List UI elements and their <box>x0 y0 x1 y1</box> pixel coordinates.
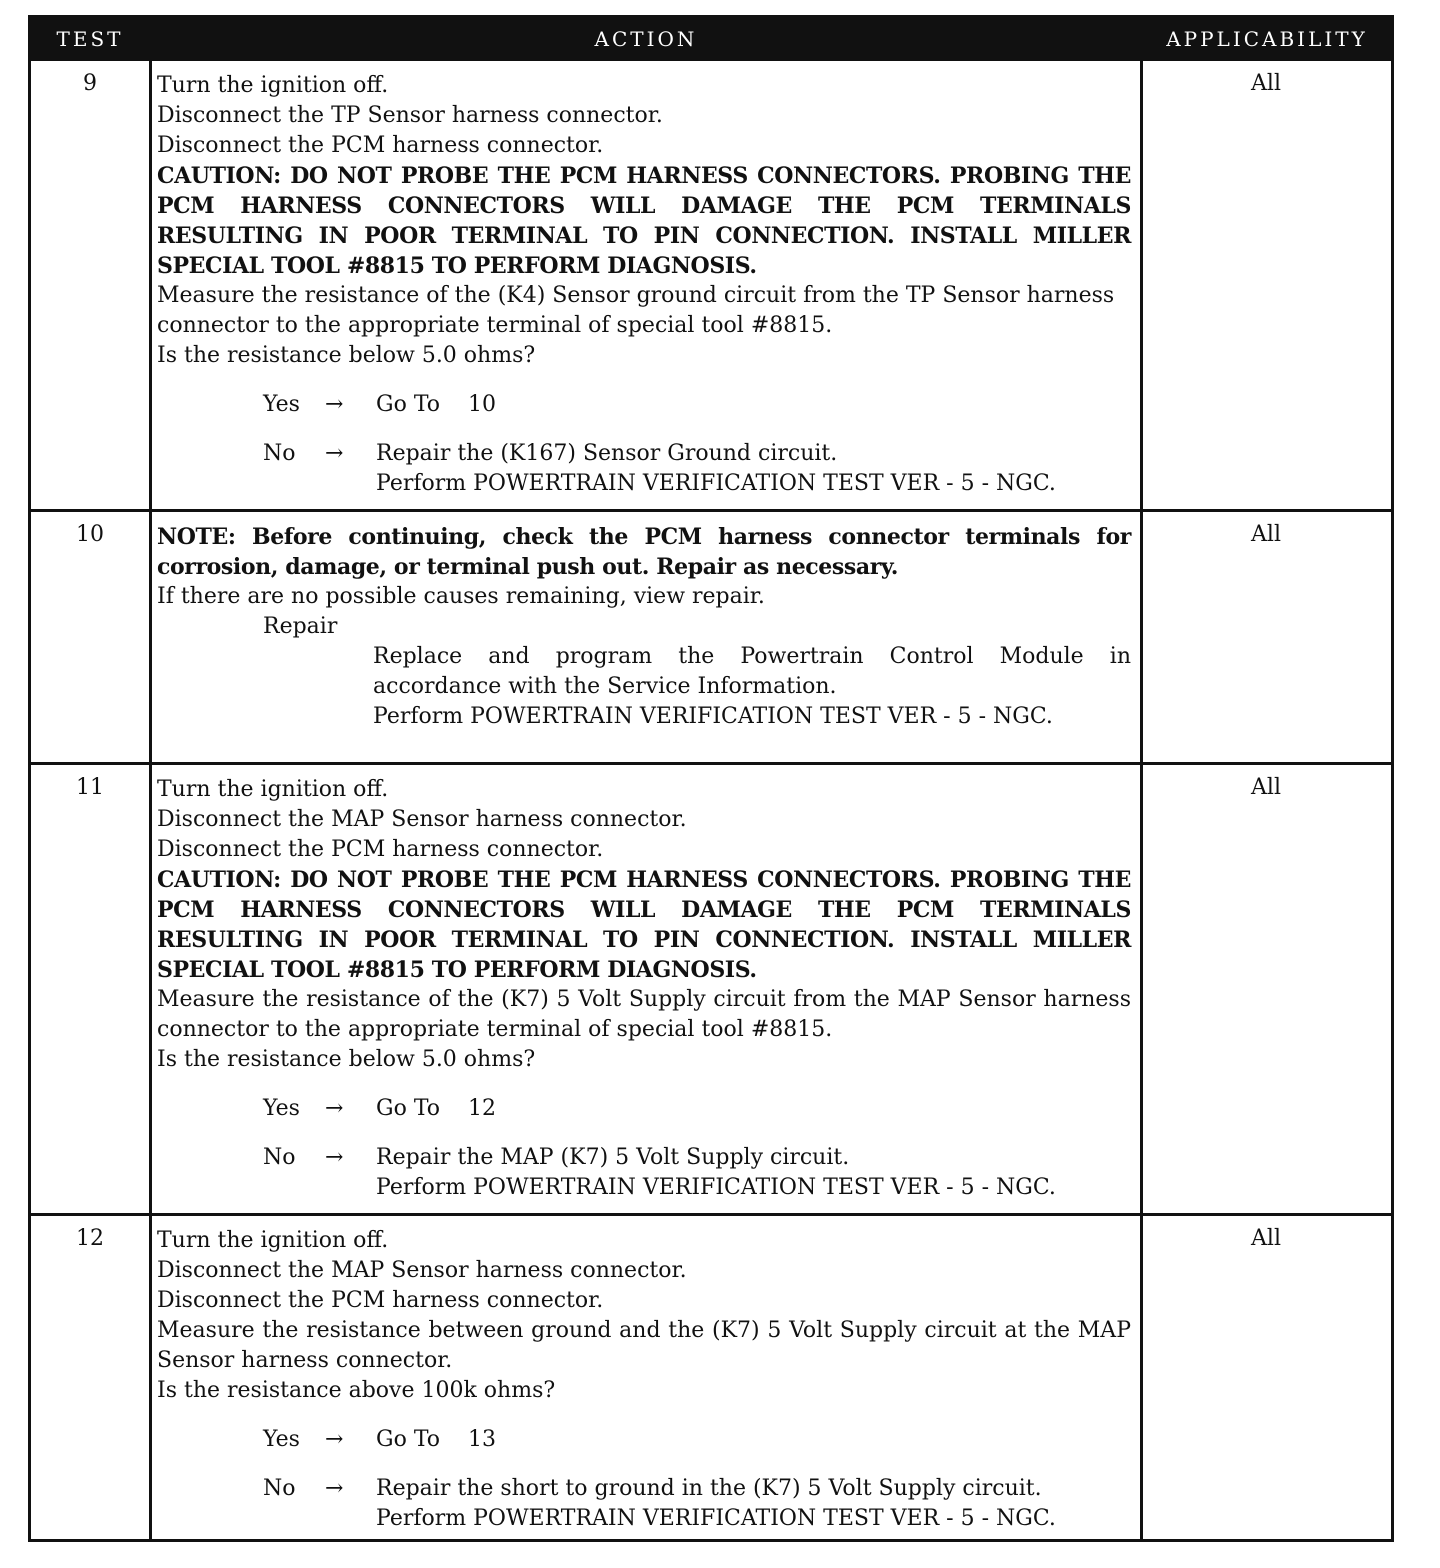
yes-text: Go To 12 <box>376 1096 496 1121</box>
repair-label: Repair <box>263 614 338 639</box>
column-divider <box>149 61 152 509</box>
applicability-value: All <box>1251 775 1281 800</box>
yes-text: Go To 10 <box>376 392 496 417</box>
note-text: NOTE: Before continuing, check the PCM harness connector terminals for corrosion, damage, or terminal push out. Repair as necessary. <box>157 524 1131 580</box>
caution-text: CAUTION: DO NOT PROBE THE PCM HARNESS CONNECTORS. PROBING THE PCM HARNESS CONNECTORS WILL DAMAGE THE PCM TERMINALS RESULTING IN POOR TERMINAL TO PIN CONNECTION. INSTALL MILLER SPECIAL TOOL #8815 TO PERFORM DIAGNOSIS. <box>157 163 1131 279</box>
no-label: No <box>263 441 296 466</box>
column-divider <box>1140 1216 1143 1539</box>
instruction-line: Disconnect the MAP Sensor harness connector. <box>157 1258 687 1283</box>
no-response <box>157 439 1131 469</box>
applicability-value: All <box>1251 71 1281 96</box>
yes-text: Go To 13 <box>376 1427 496 1452</box>
question: Is the resistance below 5.0 ohms? <box>157 343 536 368</box>
applicability-value: All <box>1251 522 1281 547</box>
no-text: Repair the (K167) Sensor Ground circuit. <box>376 441 838 466</box>
instruction-line: Turn the ignition off. <box>157 1228 389 1253</box>
repair-text: Replace and program the Powertrain Control Module in accordance with the Service Information. <box>373 644 1131 699</box>
measure-instruction: Measure the resistance of the (K4) Sensor ground circuit from the TP Sensor harness connector to the appropriate terminal of special tool #8815. <box>157 283 1115 338</box>
no-text-continued: Perform POWERTRAIN VERIFICATION TEST VER - 5 - NGC. <box>376 1175 1056 1200</box>
no-response <box>157 1143 1131 1173</box>
action-cell <box>157 71 1131 499</box>
action-cell <box>157 522 1131 732</box>
column-divider <box>149 512 152 762</box>
column-divider <box>1140 765 1143 1213</box>
caution-text: CAUTION: DO NOT PROBE THE PCM HARNESS CONNECTORS. PROBING THE PCM HARNESS CONNECTORS WILL DAMAGE THE PCM TERMINALS RESULTING IN POOR TERMINAL TO PIN CONNECTION. INSTALL MILLER SPECIAL TOOL #8815 TO PERFORM DIAGNOSIS. <box>157 867 1131 983</box>
instruction-line: Disconnect the MAP Sensor harness connector. <box>157 807 687 832</box>
instruction-line: If there are no possible causes remaining, view repair. <box>157 584 765 609</box>
no-text: Repair the MAP (K7) 5 Volt Supply circuit. <box>376 1145 850 1170</box>
no-label: No <box>263 1145 296 1170</box>
instruction-line: Disconnect the PCM harness connector. <box>157 133 604 158</box>
no-text-continued: Perform POWERTRAIN VERIFICATION TEST VER - 5 - NGC. <box>376 471 1056 496</box>
applicability-value: All <box>1251 1226 1281 1251</box>
test-number: 12 <box>76 1226 104 1251</box>
arrow-icon: → <box>325 1096 344 1121</box>
column-divider <box>149 1216 152 1539</box>
no-label: No <box>263 1476 296 1501</box>
arrow-icon: → <box>325 441 344 466</box>
question: Is the resistance above 100k ohms? <box>157 1378 556 1403</box>
table-row <box>31 1213 1391 1539</box>
yes-response <box>157 1094 1131 1124</box>
table-row <box>31 58 1391 509</box>
instruction-line: Turn the ignition off. <box>157 777 389 802</box>
instruction-line: Turn the ignition off. <box>157 73 389 98</box>
measure-instruction: Measure the resistance of the (K7) 5 Volt Supply circuit from the MAP Sensor harness connector to the appropriate terminal of special tool #8815. <box>157 987 1131 1042</box>
arrow-icon: → <box>325 392 344 417</box>
diagnostic-table <box>28 15 1394 1542</box>
yes-label: Yes <box>263 1427 300 1452</box>
table-header <box>31 18 1391 58</box>
no-response <box>157 1474 1131 1504</box>
instruction-line: Disconnect the TP Sensor harness connector. <box>157 103 663 128</box>
question: Is the resistance below 5.0 ohms? <box>157 1047 536 1072</box>
header-applicability: APPLICABILITY <box>1166 27 1368 51</box>
instruction-line: Disconnect the PCM harness connector. <box>157 837 604 862</box>
yes-label: Yes <box>263 392 300 417</box>
table-row <box>31 762 1391 1213</box>
measure-instruction: Measure the resistance between ground and the (K7) 5 Volt Supply circuit at the MAP Sensor harness connector. <box>157 1318 1131 1373</box>
test-number: 10 <box>76 522 104 547</box>
instruction-line: Disconnect the PCM harness connector. <box>157 1288 604 1313</box>
yes-response <box>157 390 1131 420</box>
header-action: ACTION <box>594 27 698 51</box>
arrow-icon: → <box>325 1145 344 1170</box>
yes-label: Yes <box>263 1096 300 1121</box>
no-text-continued: Perform POWERTRAIN VERIFICATION TEST VER - 5 - NGC. <box>376 1506 1056 1531</box>
repair-text-continued: Perform POWERTRAIN VERIFICATION TEST VER - 5 - NGC. <box>373 704 1053 729</box>
column-divider <box>1140 512 1143 762</box>
no-text: Repair the short to ground in the (K7) 5 Volt Supply circuit. <box>376 1476 1042 1501</box>
column-divider <box>1140 61 1143 509</box>
column-divider <box>149 765 152 1213</box>
yes-response <box>157 1425 1131 1455</box>
arrow-icon: → <box>325 1476 344 1501</box>
header-test: TEST <box>56 27 124 51</box>
test-number: 9 <box>83 71 97 96</box>
action-cell <box>157 775 1131 1203</box>
action-cell <box>157 1226 1131 1534</box>
table-row <box>31 509 1391 762</box>
arrow-icon: → <box>325 1427 344 1452</box>
test-number: 11 <box>76 775 104 800</box>
